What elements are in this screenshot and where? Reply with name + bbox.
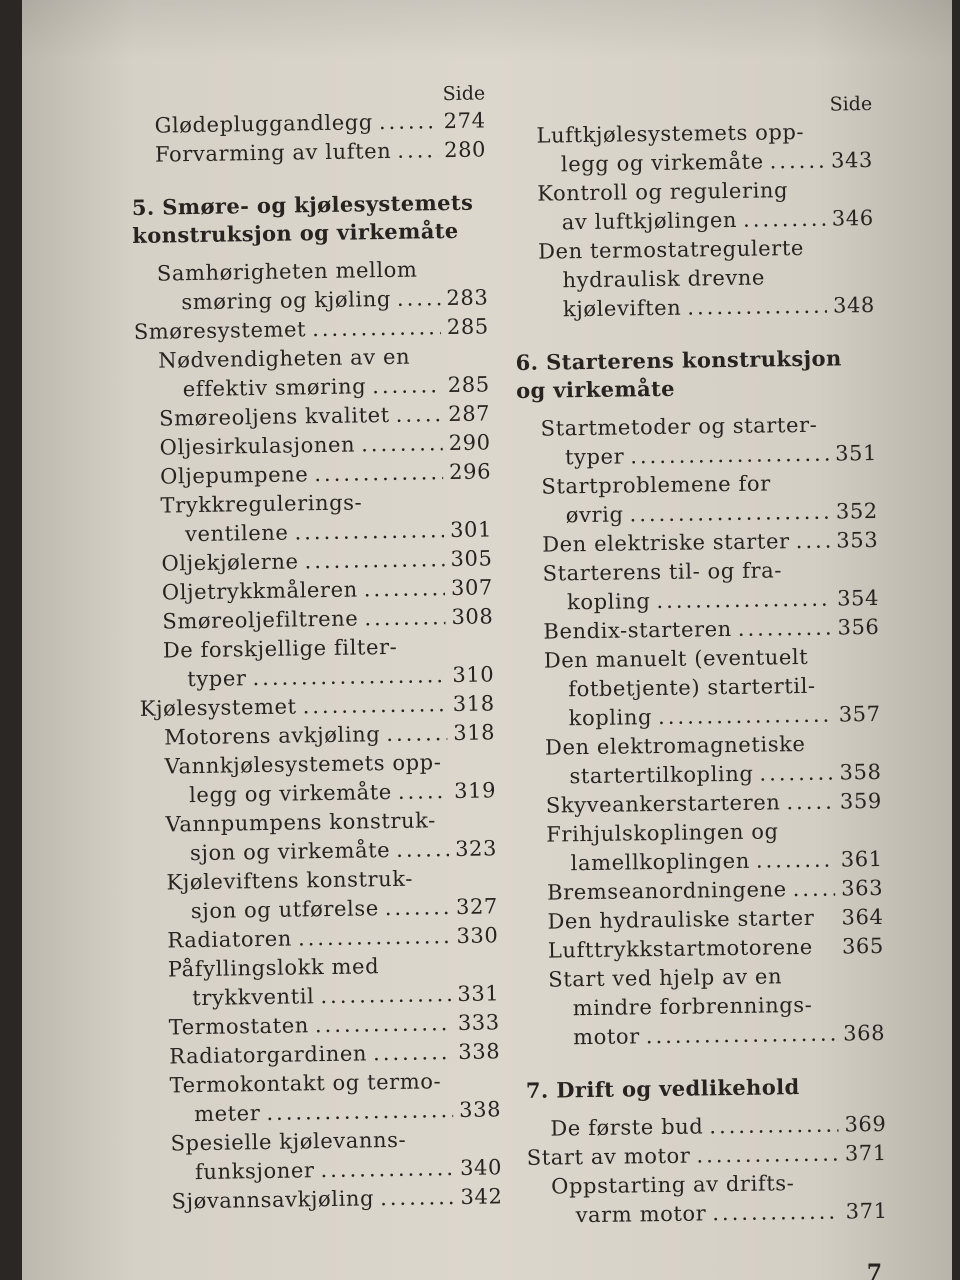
- toc-entry-title: hydraulisk drevne: [562, 265, 766, 293]
- toc-group: [512, 117, 875, 325]
- toc-entry-page: 338: [458, 1039, 501, 1064]
- toc-entry-page: 290: [448, 430, 491, 456]
- toc-entry-title: Nødvendigheten av en: [158, 344, 411, 373]
- toc-entry-page: 307: [450, 575, 494, 601]
- dot-leader: [364, 574, 446, 604]
- toc-entry-page: 358: [839, 759, 882, 785]
- toc-entry: [141, 776, 496, 811]
- toc-group: [526, 1110, 888, 1231]
- toc-entry-title: meter: [193, 1101, 261, 1127]
- toc-entry-title: øvrig: [565, 502, 624, 528]
- dot-leader: [396, 835, 449, 865]
- toc-entry-page: [456, 768, 496, 769]
- toc-column-left: [130, 82, 503, 1216]
- toc-entry-title: Starterens til- og fra-: [542, 558, 783, 586]
- toc-entry: [131, 135, 486, 170]
- toc-entry-page: 301: [449, 517, 493, 543]
- toc-entry-title: Bremseanordningene: [546, 877, 787, 905]
- dot-leader: [769, 147, 825, 177]
- toc-entry-title: Start ved hjelp av en: [548, 964, 783, 992]
- toc-entry-page: [837, 489, 877, 490]
- dot-leader: [738, 614, 832, 644]
- toc-entry-page: [452, 507, 492, 508]
- toc-entry-page: 346: [831, 205, 874, 231]
- toc-entry-page: 338: [459, 1097, 502, 1122]
- toc-entry-title: Luftkjølesystemets opp-: [536, 119, 805, 148]
- toc-entry: [520, 700, 880, 734]
- toc-entry-title: typer: [187, 666, 247, 692]
- toc-entry-title: Påfyllingslokk med: [167, 954, 380, 982]
- dot-leader: [380, 1183, 455, 1213]
- toc-entry: [140, 718, 495, 753]
- toc-entry-page: 280: [443, 137, 487, 163]
- toc-entry-page: 343: [830, 147, 874, 173]
- toc-entry-page: [833, 138, 873, 139]
- dot-leader: [314, 458, 443, 489]
- toc-entry-page: [840, 663, 880, 664]
- toc-entry: [525, 1019, 885, 1053]
- toc-entry-page: [840, 692, 880, 693]
- section-heading-line: 7. Drift og vedlikehold: [525, 1074, 800, 1103]
- dot-leader: [629, 498, 830, 530]
- toc-entry-page: 371: [844, 1140, 887, 1166]
- toc-group: [516, 410, 885, 1053]
- toc-entry-page: 368: [843, 1020, 886, 1046]
- toc-entry-title: kjøleviften: [562, 295, 682, 322]
- toc-entry-page: 274: [443, 108, 486, 134]
- toc-entry-title: Den manuelt (eventuelt: [543, 644, 809, 673]
- toc-entry-page: 359: [839, 788, 883, 814]
- toc-entry-title: De første bud: [550, 1114, 704, 1141]
- toc-entry-title: Kjøleviftens konstruk-: [166, 866, 414, 895]
- toc-entry-title: Start av motor: [526, 1143, 691, 1170]
- dot-leader: [795, 527, 830, 556]
- toc-entry-page: 305: [450, 546, 493, 572]
- toc-entry: [527, 1139, 887, 1173]
- dot-leader: [379, 107, 438, 137]
- dot-leader: [266, 1096, 453, 1128]
- toc-entry-page: 308: [451, 604, 494, 630]
- toc-entry-page: [839, 576, 879, 577]
- toc-entry-page: [462, 1145, 502, 1146]
- toc-entry-title: Radiatoren: [167, 926, 293, 953]
- dot-leader: [658, 701, 833, 732]
- toc-entry-page: 285: [447, 372, 490, 398]
- toc-entry-title: sjon og virkemåte: [189, 838, 391, 866]
- toc-entry-title: De forskjellige filter-: [162, 634, 398, 663]
- toc-entry-page: [844, 982, 884, 983]
- dot-leader: [252, 661, 446, 693]
- dot-leader: [364, 603, 446, 633]
- toc-entry: [523, 874, 883, 908]
- toc-entry-title: typer: [564, 444, 625, 470]
- toc-entry-title: smøring og kjøling: [181, 286, 392, 315]
- toc-entry-page: 310: [452, 662, 495, 688]
- toc-group: [133, 254, 503, 1216]
- toc-entry-title: lamellkoplingen: [570, 848, 751, 876]
- toc-entry-page: 363: [841, 875, 884, 901]
- toc-entry-title: motor: [572, 1024, 640, 1050]
- page-number: 7: [866, 1260, 882, 1280]
- toc-entry-title: Den hydrauliske starter: [547, 905, 815, 934]
- toc-entry-page: [841, 750, 881, 751]
- toc-entry-title: Forvarming av luften: [154, 138, 392, 167]
- toc-entry-title: Smøreoljens kvalitet: [159, 402, 390, 431]
- dot-leader: [743, 205, 826, 235]
- toc-entry-page: 353: [836, 527, 879, 553]
- toc-entry-page: 318: [452, 691, 495, 717]
- toc-entry-page: 351: [834, 440, 878, 466]
- toc-entry-page: [459, 971, 499, 972]
- toc-entry-title: Oljesirkulasjonen: [159, 432, 356, 460]
- toc-entry-title: kopling: [566, 589, 651, 615]
- toc-entry-title: fotbetjente) startertil-: [568, 673, 816, 702]
- section-heading-line: konstruksjon og virkemåte: [132, 217, 459, 248]
- dot-leader: [397, 284, 441, 314]
- toc-entry: [515, 291, 875, 325]
- toc-entry-page: 348: [832, 292, 876, 318]
- toc-entry-title: Kjølesystemet: [139, 694, 297, 721]
- section-heading-line: 6. Starterens konstruksjon: [515, 345, 842, 375]
- toc-entry: [145, 1037, 500, 1072]
- toc-entry-title: Sjøvannsavkjøling: [171, 1186, 375, 1214]
- toc-entry: [146, 1095, 501, 1130]
- toc-entry-page: [458, 884, 498, 885]
- toc-entry: [527, 1197, 887, 1231]
- dot-leader: [302, 690, 447, 721]
- dot-leader: [759, 759, 834, 789]
- toc-entry-title: Samhørigheten mellom: [156, 257, 418, 286]
- toc-entry-title: Spesielle kjølevanns-: [170, 1127, 407, 1156]
- dot-leader: [709, 1111, 839, 1142]
- toc-entry-title: av luftkjølingen: [561, 207, 738, 235]
- toc-entry-title: Startmetoder og starter-: [540, 412, 818, 441]
- toc-entry-title: Glødepluggandlegg: [154, 110, 374, 138]
- toc-entry-title: Motorens avkjøling: [164, 722, 381, 750]
- toc-entry: [517, 439, 877, 473]
- toc-entry-page: 333: [457, 1010, 500, 1035]
- toc-entry: [514, 204, 874, 238]
- toc-entry-page: 327: [455, 894, 499, 919]
- toc-entry-page: 330: [456, 923, 499, 948]
- toc-entry-title: Vannkjølesystemets opp-: [164, 750, 442, 779]
- dot-leader: [712, 1198, 840, 1229]
- toc-entry-title: mindre forbrennings-: [572, 992, 813, 1021]
- toc-entry-page: 371: [845, 1198, 888, 1224]
- toc-entry: [142, 834, 497, 869]
- toc-entry-page: 287: [448, 401, 491, 427]
- toc-entry-title: sjon og utførelse: [190, 896, 379, 924]
- toc-entry-title: Radiatorgardinen: [169, 1041, 368, 1069]
- toc-column-right: [512, 93, 888, 1231]
- toc-entry-title: Smøreoljefiltrene: [162, 606, 359, 634]
- toc-entry-title: Den elektromagnetiske: [544, 731, 806, 760]
- toc-entry-title: Skyveankerstarteren: [545, 790, 781, 818]
- dot-leader: [646, 1020, 838, 1052]
- toc-entry-page: 283: [446, 285, 489, 311]
- section-heading-line: 5. Smøre- og kjølesystemets: [131, 189, 474, 220]
- toc-entry-page: 318: [453, 720, 496, 746]
- toc-entry-title: effektiv smøring: [182, 374, 367, 402]
- toc-entry-title: Den elektriske starter: [542, 529, 790, 557]
- dot-leader: [696, 1140, 839, 1171]
- toc-entry-page: 364: [841, 904, 884, 930]
- toc-entry-title: Bendix-starteren: [543, 616, 732, 644]
- toc-entry-page: [834, 254, 874, 255]
- dot-leader: [792, 875, 835, 905]
- toc-entry-title: Oljekjølerne: [161, 549, 299, 576]
- toc-entry-page: 357: [838, 701, 881, 727]
- dot-leader: [386, 719, 447, 749]
- toc-entry: [522, 787, 882, 821]
- dot-leader: [320, 1154, 454, 1185]
- dot-leader: [786, 788, 834, 818]
- toc-entry-page: 356: [837, 614, 880, 640]
- toc-entry: [136, 457, 491, 492]
- toc-entry-title: legg og virkemåte: [560, 149, 764, 177]
- toc-entry-title: varm motor: [575, 1201, 707, 1228]
- toc-entry: [519, 613, 879, 647]
- toc-entry-page: 361: [840, 846, 883, 872]
- toc-group: [130, 106, 486, 170]
- toc-entry-page: 342: [460, 1184, 503, 1209]
- toc-entry-page: [837, 431, 877, 432]
- toc-entry-title: Kontroll og regulering: [537, 178, 789, 206]
- side-column-header: Side: [442, 82, 486, 106]
- toc-entry-title: Frihjulskoplingen og: [546, 819, 779, 847]
- toc-entry-title: Startproblemene for: [541, 471, 771, 499]
- toc-entry-title: startertilkopling: [569, 761, 754, 789]
- toc-entry: [138, 602, 493, 637]
- toc-entry-title: ventilene: [184, 520, 289, 547]
- toc-entry-page: 352: [835, 498, 878, 524]
- toc-entry-page: [461, 1087, 501, 1088]
- toc-entry-page: [449, 362, 489, 363]
- toc-entry: [134, 312, 489, 347]
- dot-leader: [372, 371, 442, 401]
- dot-leader: [630, 440, 829, 472]
- dot-leader: [304, 545, 444, 576]
- toc-entry-page: 365: [841, 933, 885, 959]
- toc-entry-title: Den termostatregulerte: [537, 235, 805, 264]
- toc-entry-page: [448, 275, 488, 276]
- toc-entry-page: [845, 1011, 885, 1012]
- section-heading: [516, 344, 877, 405]
- dot-leader: [315, 1009, 452, 1040]
- toc-entry-page: 319: [454, 778, 497, 803]
- dot-leader: [373, 1038, 453, 1068]
- dot-leader: [320, 980, 451, 1011]
- dot-leader: [656, 585, 831, 616]
- toc-entry-title: Smøresystemet: [133, 317, 307, 344]
- toc-entry: [518, 526, 878, 560]
- toc-entry-page: [454, 652, 494, 653]
- book-page: [22, 0, 952, 1280]
- dot-leader: [312, 313, 441, 344]
- dot-leader: [756, 846, 835, 876]
- toc-entry-title: trykkventil: [192, 984, 315, 1011]
- toc-entry-title: Vannpumpens konstruk-: [165, 808, 436, 837]
- toc-entry-page: 354: [836, 585, 880, 611]
- toc-entry-page: 331: [457, 981, 500, 1006]
- toc-entry-page: [847, 1189, 887, 1190]
- toc-entry-title: Termokontakt og termo-: [169, 1069, 442, 1098]
- toc-entry-title: Termostaten: [168, 1013, 310, 1040]
- toc-entry-title: Oljetrykkmåleren: [161, 577, 358, 605]
- toc-entry-page: 323: [454, 836, 498, 861]
- toc-entry-page: 285: [446, 314, 489, 340]
- dot-leader: [298, 922, 451, 953]
- toc-entry-title: kopling: [568, 705, 653, 731]
- dot-leader: [398, 777, 449, 807]
- toc-entry-title: Oljepumpene: [159, 462, 309, 489]
- dot-leader: [687, 292, 827, 323]
- toc-entry: [513, 146, 873, 180]
- toc-entry-title: Lufttrykkstartmotorene: [547, 934, 814, 963]
- toc-entry-page: [833, 196, 873, 197]
- dot-leader: [385, 893, 451, 923]
- dot-leader: [397, 136, 438, 166]
- toc-entry-title: funksjoner: [194, 1158, 315, 1185]
- toc-entry-page: 340: [459, 1155, 503, 1180]
- dot-leader: [395, 400, 442, 430]
- toc-entry-page: [835, 283, 875, 284]
- toc-entry: [147, 1182, 502, 1217]
- toc-entry-page: 296: [448, 459, 492, 485]
- toc-entry: [143, 921, 498, 956]
- toc-entry-title: Oppstarting av drifts-: [551, 1171, 795, 1199]
- section-heading: [132, 188, 488, 250]
- toc-entry-title: Trykkregulerings-: [160, 490, 363, 518]
- dot-leader: [294, 516, 444, 547]
- section-heading-line: og virkemåte: [515, 375, 676, 403]
- toc-entry-page: [842, 837, 882, 838]
- side-column-header: Side: [829, 92, 873, 116]
- toc-entry-page: [457, 826, 497, 827]
- dot-leader: [361, 429, 443, 459]
- toc-entry-title: legg og virkemåte: [188, 779, 393, 808]
- toc-entry-page: 369: [844, 1111, 887, 1137]
